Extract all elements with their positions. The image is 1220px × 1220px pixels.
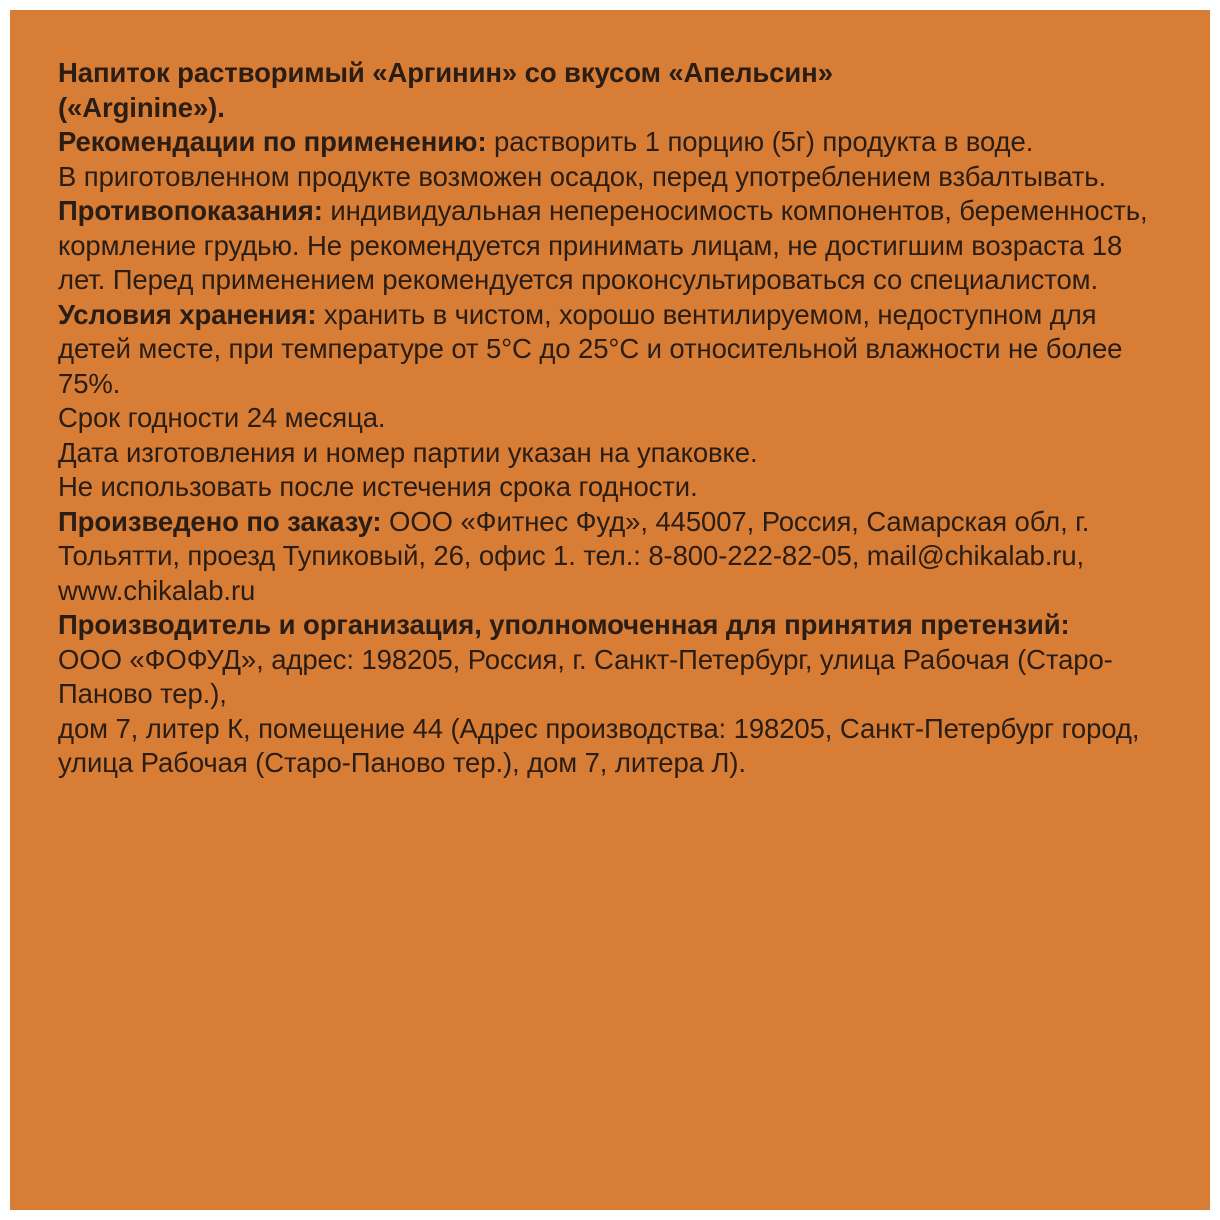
contraindications-label: Противопоказания:	[58, 195, 323, 226]
storage-label: Условия хранения:	[58, 298, 317, 330]
product-title-line2: («Arginine»).	[58, 91, 225, 123]
label-panel	[10, 10, 1210, 1210]
shelf-life: Срок годности 24 месяца.	[58, 402, 386, 433]
usage-paragraph	[58, 125, 1168, 160]
batch-info: Дата изготовления и номер партии указан на упаковке.	[58, 436, 758, 468]
contraindications-paragraph	[58, 194, 1168, 298]
ordered-by-label: Произведено по заказу:	[58, 505, 382, 537]
usage-note: В приготовленном продукте возможен осадок, перед употреблением взбалтывать.	[58, 160, 1107, 192]
usage-label: Рекомендации по применению:	[58, 126, 487, 157]
manufacturer-address-line2: дом 7, литер К, помещение 44 (Адрес производства: 198205, Санкт-Петербург город, улица Рабочая (Старо-Паново тер.), дом 7, литера Л).	[58, 712, 1140, 778]
storage-paragraph	[58, 298, 1168, 402]
product-title	[58, 56, 1168, 125]
manufacturer-label: Производитель и организация, уполномоченная для принятия претензий:	[58, 609, 1070, 640]
label-text	[58, 56, 1168, 781]
storage-text: хранить в чистом, хорошо вентилируемом, недоступном для детей месте, при температуре от 5°С до 25°С и относительной влажности не более 75%.	[58, 298, 1123, 399]
ordered-by-text: ООО «Фитнес Фуд», 445007, Россия, Самарская обл, г. Тольятти, проезд Тупиковый, 26, офис 1. тел.: 8-800-222-82-05, mail@chikalab.ru, www.chikalab.ru	[58, 505, 1090, 606]
product-title-line1: Напиток растворимый «Аргинин» со вкусом «Апельсин»	[58, 57, 833, 88]
usage-text: растворить 1 порцию (5г) продукта в воде.	[486, 126, 1034, 157]
ordered-by-paragraph	[58, 505, 1168, 609]
manufacturer-address-line1: ООО «ФОФУД», адрес: 198205, Россия, г. Санкт-Петербург, улица Рабочая (Старо-Паново тер.),	[58, 643, 1113, 709]
expiry-warning: Не использовать после истечения срока годности.	[58, 471, 698, 502]
contraindications-text: индивидуальная непереносимость компонентов, беременность, кормление грудью. Не рекомендуется принимать лицам, не достигшим возраста 18 лет. Перед применением рекомендуется проконсультироваться со специалистом.	[58, 195, 1148, 295]
